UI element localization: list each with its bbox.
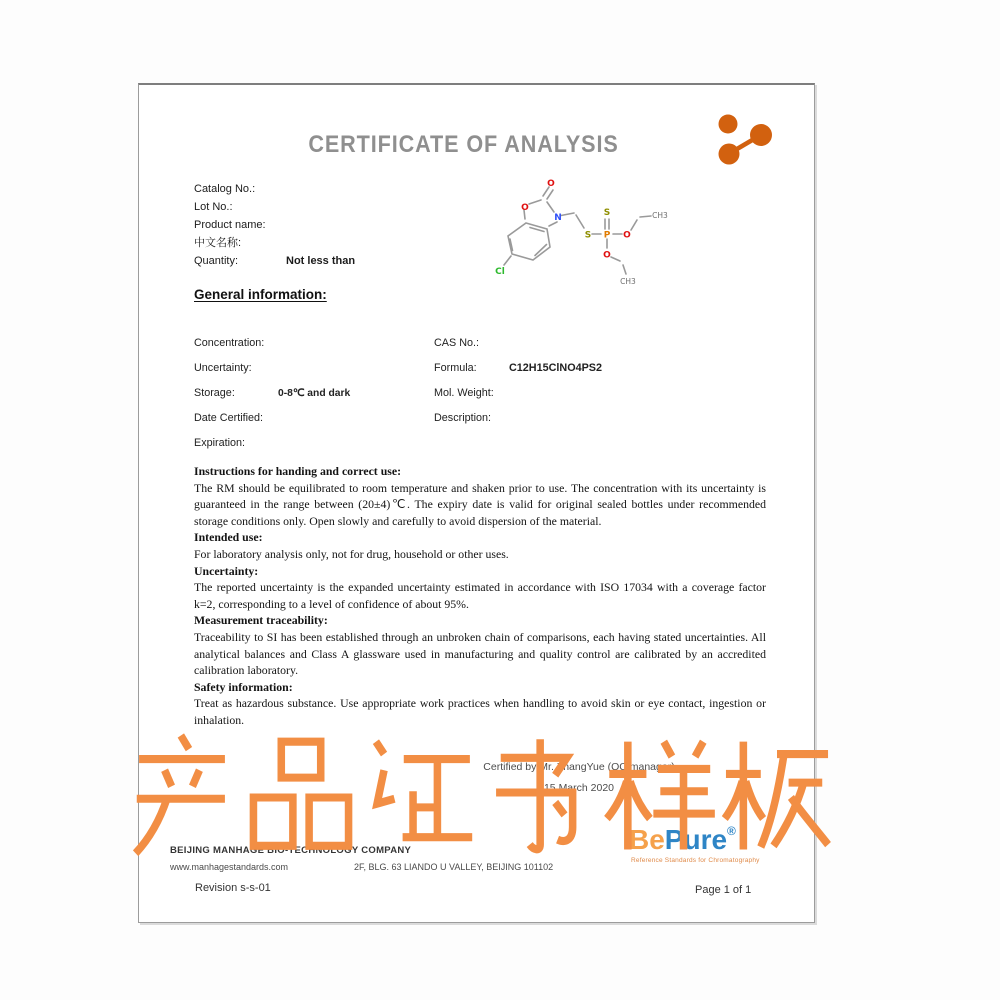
atom-s-link: S: [584, 230, 592, 241]
page-number: Page 1 of 1: [695, 884, 752, 896]
section-body: For laboratory analysis only, not for drug, household or other uses.: [194, 546, 509, 561]
info-label: Formula:: [434, 362, 477, 374]
section-body: Traceability to SI has been established through an unbroken chain of comparisons, each having stated uncertainties. All analytical balances and Class A glassware used in manufacturing and quality control are calibrated by an accredited calibration laboratory.: [194, 629, 766, 678]
field-catalog-no: [194, 180, 355, 198]
atom-o-ring: O: [521, 203, 529, 213]
section-heading-traceability: Measurement traceability:: [194, 613, 328, 628]
info-row: [194, 381, 759, 406]
field-label: Catalog No.:: [194, 183, 256, 195]
footer-company-name: BEIJING MANHAGE BIO-TECHNOLOGY COMPANY: [170, 845, 412, 856]
atom-s-double: S: [603, 208, 611, 218]
info-label: Storage:: [194, 387, 235, 399]
field-label: Product name:: [194, 219, 266, 231]
atom-o-down: O: [603, 250, 611, 261]
chemical-structure-drawing: [474, 163, 704, 309]
field-label: Quantity:: [194, 255, 239, 267]
info-label: Concentration:: [194, 337, 265, 349]
section-heading-safety: Safety information:: [194, 679, 293, 694]
info-label: Description:: [434, 412, 492, 424]
atom-o-carbonyl: O: [547, 179, 555, 189]
info-row: [194, 406, 759, 431]
general-information-heading: General information:: [194, 287, 327, 302]
info-value: C12H15ClNO4PS2: [509, 362, 603, 374]
certified-date: 15 March 2020: [543, 782, 615, 794]
atom-cl: Cl: [495, 267, 505, 277]
info-label: Uncertainty:: [194, 362, 252, 374]
general-information-grid: [194, 331, 759, 456]
field-quantity: [194, 252, 355, 270]
field-label: 中文名称:: [194, 237, 242, 249]
atom-ch3-a: CH3: [652, 211, 668, 220]
info-label: Mol. Weight:: [434, 387, 494, 399]
registered-mark-icon: ®: [727, 824, 736, 838]
info-row: [194, 431, 759, 456]
section-heading-uncertainty: Uncertainty:: [194, 563, 259, 578]
field-product-name: [194, 216, 355, 234]
field-chinese-name: [194, 234, 355, 252]
section-body: The RM should be equilibrated to room temperature and shaken prior to use. The concentration with its uncertainty is guaranteed in the range between (20±4)℃. The expiry date is valid for original sealed bottles under recommended storage conditions only. Open slowly and carefully to avoid dispersion of the material.: [194, 480, 766, 528]
footer-website: www.manhagestandards.com: [170, 862, 289, 872]
revision-label: Revision s-s-01: [195, 882, 271, 894]
info-label: Date Certified:: [194, 412, 264, 424]
certified-by-line: Certified by Mr. ZhangYue (QC manager): [483, 761, 675, 773]
watermark-text: [124, 733, 840, 859]
bepure-tagline: Reference Standards for Chromatography: [631, 857, 760, 864]
product-fields: [194, 180, 355, 270]
field-label: Lot No.:: [194, 201, 233, 213]
info-label: Expiration:: [194, 437, 246, 449]
page-title: CERTIFICATE OF ANALYSIS: [308, 131, 619, 158]
atom-ch3-b: CH3: [620, 277, 636, 286]
molecule-logo-icon: [709, 105, 789, 175]
section-body: The reported uncertainty is the expanded uncertainty estimated in accordance with ISO 17034 with a coverage factor k=2, corresponding to a level of confidence of about 95%.: [194, 580, 766, 611]
field-lot-no: [194, 198, 355, 216]
atom-o-right: O: [623, 230, 631, 241]
section-heading-instructions: Instructions for handing and correct use:: [194, 464, 402, 478]
info-row: [194, 331, 759, 356]
info-label: CAS No.:: [434, 337, 480, 349]
body-sections: [194, 463, 766, 729]
bepure-logo-pure: Pure: [664, 824, 728, 855]
field-value: Not less than: [286, 255, 356, 267]
atom-p: P: [603, 230, 611, 241]
section-heading-intended-use: Intended use:: [194, 530, 263, 545]
bepure-logo-be: Be: [629, 824, 665, 855]
footer-contact-line: [170, 862, 554, 872]
section-body: Treat as hazardous substance. Use appropriate work practices when handling to avoid skin or eye contact, ingestion or inhalation.: [194, 696, 766, 727]
footer-address: 2F, BLG. 63 LIANDO U VALLEY, BEIJING 101102: [354, 862, 554, 872]
info-value: 0-8℃ and dark: [278, 388, 351, 399]
info-row: [194, 356, 759, 381]
atom-n: N: [554, 213, 562, 223]
